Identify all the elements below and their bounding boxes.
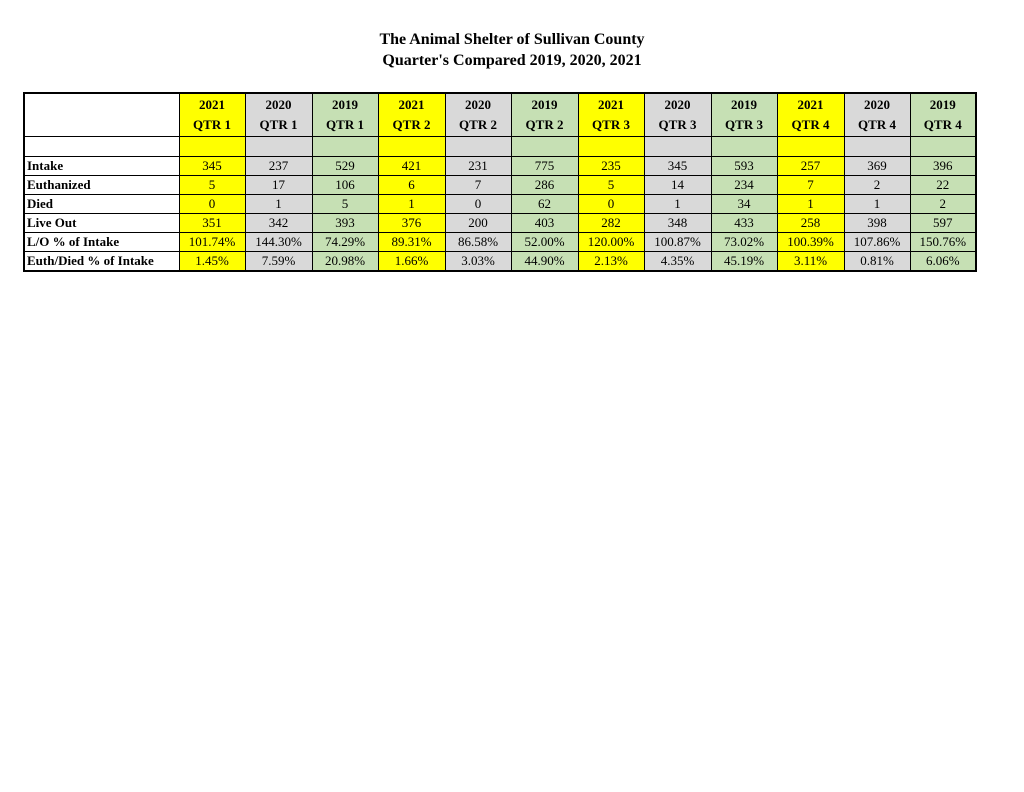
column-header-quarter: QTR 4 [791, 117, 830, 132]
table-cell: 398 [844, 214, 910, 233]
table-cell: 101.74% [179, 233, 245, 252]
table-cell: 0 [445, 195, 511, 214]
table-cell: 150.76% [910, 233, 976, 252]
column-header [445, 93, 511, 137]
spacer-cell [445, 137, 511, 157]
table-cell: 1 [245, 195, 312, 214]
table-cell: 1.66% [378, 252, 445, 272]
table-cell: 1 [644, 195, 711, 214]
table-cell: 86.58% [445, 233, 511, 252]
table-cell: 2 [844, 176, 910, 195]
column-header-quarter: QTR 3 [725, 117, 763, 132]
table-cell: 775 [511, 157, 578, 176]
spacer-cell [245, 137, 312, 157]
header-row [24, 93, 976, 137]
spacer-cell [777, 137, 844, 157]
table-cell: 6 [378, 176, 445, 195]
table-cell: 0.81% [844, 252, 910, 272]
table-cell: 0 [179, 195, 245, 214]
column-header [777, 93, 844, 137]
table-cell: 74.29% [312, 233, 378, 252]
table-cell: 376 [378, 214, 445, 233]
table-cell: 351 [179, 214, 245, 233]
document-subtitle: Quarter's Compared 2019, 2020, 2021 [382, 52, 642, 69]
table-cell: 1.45% [179, 252, 245, 272]
table-cell: 3.11% [777, 252, 844, 272]
table-cell: 282 [578, 214, 644, 233]
column-header [711, 93, 777, 137]
table-cell: 258 [777, 214, 844, 233]
table-cell: 7.59% [245, 252, 312, 272]
quarterly-comparison-table [23, 92, 977, 272]
column-header-year: 2019 [332, 97, 358, 112]
column-header [844, 93, 910, 137]
spacer-cell [179, 137, 245, 157]
column-header-year: 2020 [465, 97, 491, 112]
column-header-quarter: QTR 3 [658, 117, 697, 132]
spacer-cell [844, 137, 910, 157]
row-label: Euthanized [24, 176, 179, 195]
table-cell: 5 [179, 176, 245, 195]
table-cell: 369 [844, 157, 910, 176]
column-header [578, 93, 644, 137]
table-cell: 89.31% [378, 233, 445, 252]
table-cell: 5 [312, 195, 378, 214]
row-label: Intake [24, 157, 179, 176]
table-cell: 45.19% [711, 252, 777, 272]
row-label: Euth/Died % of Intake [24, 252, 179, 272]
table-cell: 52.00% [511, 233, 578, 252]
table-row [24, 157, 976, 176]
column-header-year: 2020 [265, 97, 292, 112]
table-cell: 593 [711, 157, 777, 176]
table-cell: 235 [578, 157, 644, 176]
table-cell: 0 [578, 195, 644, 214]
column-header-year: 2019 [531, 97, 558, 112]
table-cell: 421 [378, 157, 445, 176]
column-header-quarter: QTR 2 [459, 117, 497, 132]
table-cell: 73.02% [711, 233, 777, 252]
row-label: Died [24, 195, 179, 214]
table-cell: 5 [578, 176, 644, 195]
column-header-quarter: QTR 4 [858, 117, 896, 132]
table-cell: 2.13% [578, 252, 644, 272]
column-header [378, 93, 445, 137]
table-cell: 7 [777, 176, 844, 195]
spacer-cell [511, 137, 578, 157]
table-cell: 144.30% [245, 233, 312, 252]
table-cell: 100.39% [777, 233, 844, 252]
table-cell: 22 [910, 176, 976, 195]
column-header [910, 93, 976, 137]
spacer-cell [578, 137, 644, 157]
table-cell: 44.90% [511, 252, 578, 272]
table-cell: 20.98% [312, 252, 378, 272]
table-cell: 433 [711, 214, 777, 233]
table-cell: 17 [245, 176, 312, 195]
table-cell: 106 [312, 176, 378, 195]
column-header-quarter: QTR 4 [923, 117, 962, 132]
column-header-year: 2021 [797, 97, 824, 112]
column-header-year: 2019 [929, 97, 956, 112]
column-header [245, 93, 312, 137]
spacer-cell [312, 137, 378, 157]
table-row [24, 214, 976, 233]
table-cell: 120.00% [578, 233, 644, 252]
table-cell: 1 [844, 195, 910, 214]
spacer-cell [378, 137, 445, 157]
table-body [24, 93, 976, 271]
table-cell: 286 [511, 176, 578, 195]
table-cell: 6.06% [910, 252, 976, 272]
column-header [644, 93, 711, 137]
table-cell: 1 [777, 195, 844, 214]
spacer-label-cell [24, 137, 179, 157]
column-header [179, 93, 245, 137]
column-header-year: 2021 [398, 97, 425, 112]
document-title-block [0, 29, 1024, 71]
table-cell: 100.87% [644, 233, 711, 252]
column-header-quarter: QTR 1 [326, 117, 364, 132]
table-cell: 62 [511, 195, 578, 214]
table-row [24, 195, 976, 214]
table-row [24, 252, 976, 272]
table-cell: 3.03% [445, 252, 511, 272]
column-header [312, 93, 378, 137]
column-header-year: 2021 [199, 97, 225, 112]
column-header-year: 2019 [731, 97, 757, 112]
table-cell: 4.35% [644, 252, 711, 272]
table-cell: 345 [179, 157, 245, 176]
table-cell: 396 [910, 157, 976, 176]
table-cell: 107.86% [844, 233, 910, 252]
row-label: L/O % of Intake [24, 233, 179, 252]
column-header [511, 93, 578, 137]
table-cell: 597 [910, 214, 976, 233]
table-cell: 237 [245, 157, 312, 176]
column-header-year: 2021 [598, 97, 624, 112]
table-cell: 403 [511, 214, 578, 233]
table-cell: 2 [910, 195, 976, 214]
spacer-cell [644, 137, 711, 157]
column-header-quarter: QTR 1 [259, 117, 298, 132]
table-cell: 348 [644, 214, 711, 233]
table-cell: 34 [711, 195, 777, 214]
table-cell: 1 [378, 195, 445, 214]
table-cell: 14 [644, 176, 711, 195]
column-header-quarter: QTR 2 [392, 117, 431, 132]
spacer-cell [711, 137, 777, 157]
table-cell: 529 [312, 157, 378, 176]
table-row [24, 176, 976, 195]
table-cell: 393 [312, 214, 378, 233]
table-cell: 342 [245, 214, 312, 233]
table-row [24, 233, 976, 252]
header-corner-cell [24, 93, 179, 137]
spacer-cell [910, 137, 976, 157]
table-cell: 231 [445, 157, 511, 176]
table-cell: 257 [777, 157, 844, 176]
row-label: Live Out [24, 214, 179, 233]
column-header-quarter: QTR 1 [193, 117, 231, 132]
table-cell: 234 [711, 176, 777, 195]
table-cell: 7 [445, 176, 511, 195]
table-cell: 345 [644, 157, 711, 176]
column-header-year: 2020 [864, 97, 890, 112]
column-header-quarter: QTR 3 [592, 117, 630, 132]
column-header-quarter: QTR 2 [525, 117, 564, 132]
column-header-year: 2020 [664, 97, 691, 112]
document-title: The Animal Shelter of Sullivan County [379, 31, 645, 48]
spacer-row [24, 137, 976, 157]
table-cell: 200 [445, 214, 511, 233]
